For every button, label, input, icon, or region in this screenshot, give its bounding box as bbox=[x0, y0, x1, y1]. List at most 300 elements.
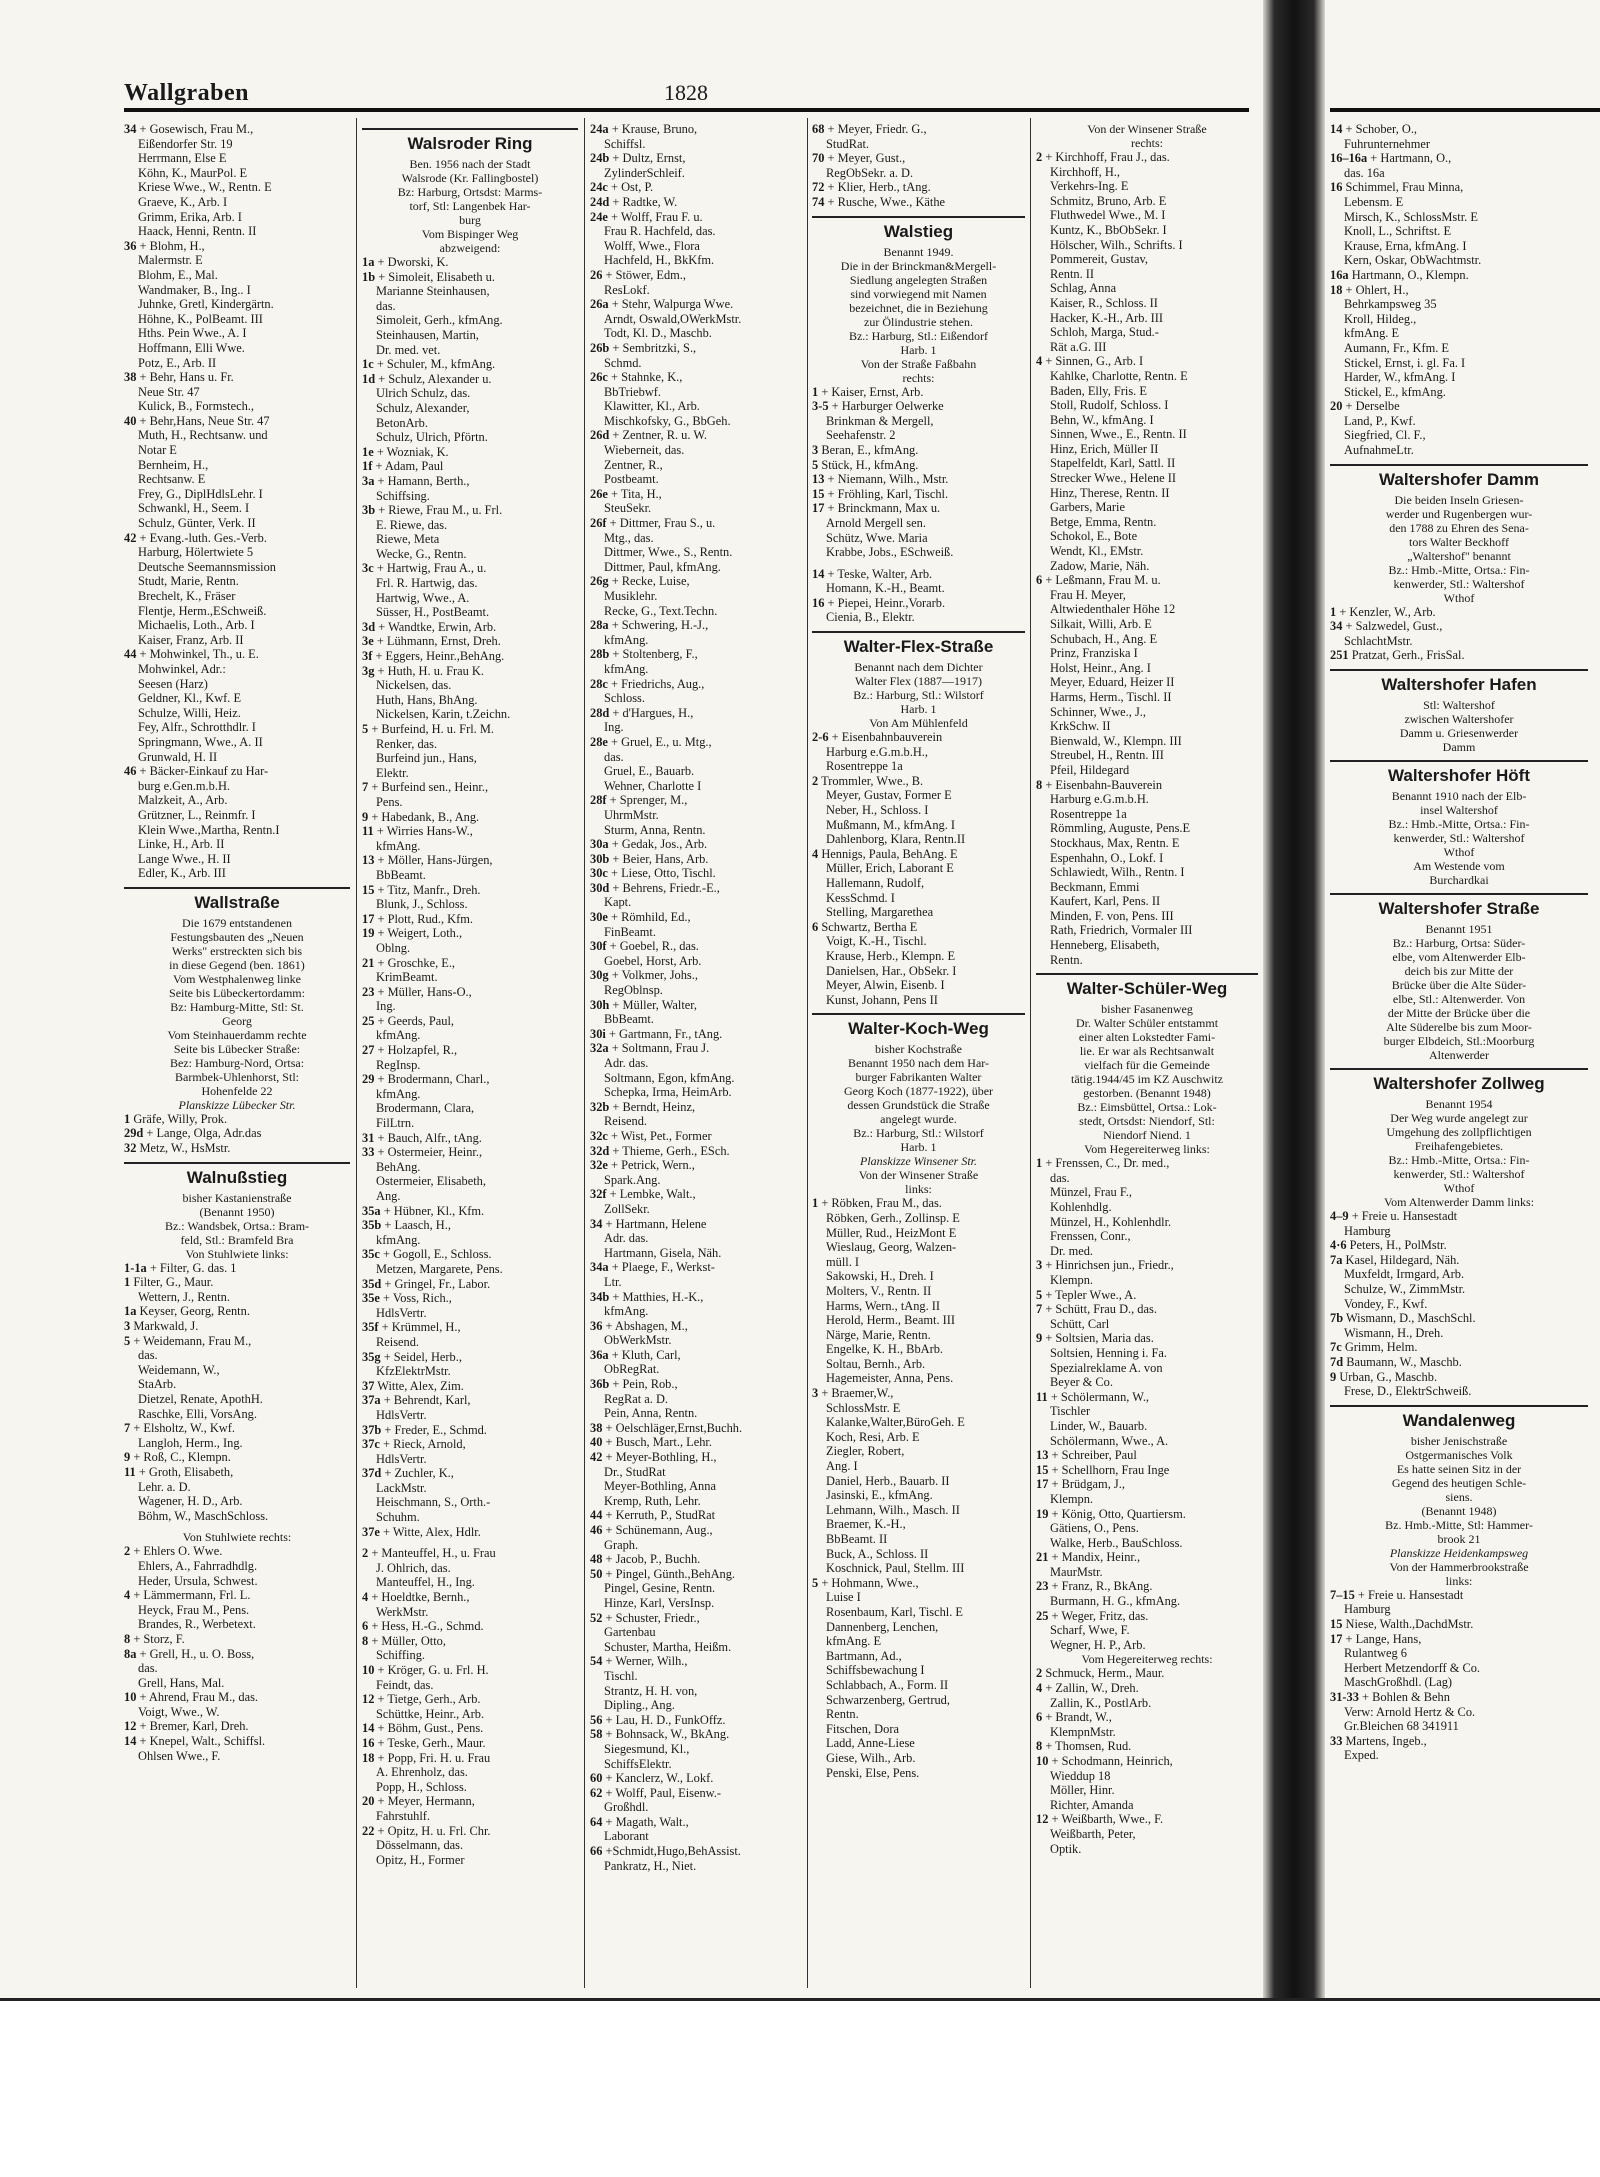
entry-text: Koschnick, Paul, Stellm. III bbox=[826, 1561, 965, 1576]
house-number: 9 bbox=[124, 1450, 131, 1465]
entry-text: Kaiser, R., Schloss. II bbox=[1050, 295, 1158, 310]
house-entry bbox=[590, 1786, 802, 1801]
resident-line bbox=[124, 166, 350, 181]
street-heading bbox=[1036, 973, 1258, 999]
entry-text: Schiffsl. bbox=[604, 136, 646, 151]
resident-line bbox=[124, 516, 350, 531]
house-entry bbox=[590, 487, 802, 502]
house-entry bbox=[124, 1261, 350, 1276]
entry-text: Behrkampsweg 35 bbox=[1344, 297, 1437, 312]
entry-text: Wendt, Kl., EMstr. bbox=[1050, 544, 1144, 559]
column-6 bbox=[1330, 122, 1588, 1982]
resident-line bbox=[590, 1669, 802, 1684]
resident-line bbox=[1036, 1565, 1258, 1580]
house-number: 34 bbox=[590, 1216, 603, 1231]
entry-text: Optik. bbox=[1050, 1841, 1082, 1856]
house-entry bbox=[362, 1466, 578, 1481]
entry-text: + Storz, F. bbox=[133, 1631, 185, 1646]
house-entry bbox=[362, 372, 578, 387]
entry-text: Schulze, Willi, Heiz. bbox=[138, 705, 241, 720]
resident-line bbox=[124, 1494, 350, 1509]
entry-text: Harms, Wern., tAng. II bbox=[826, 1298, 941, 1313]
resident-line bbox=[590, 1538, 802, 1553]
house-entry bbox=[590, 574, 802, 589]
entry-text: + Knepel, Walt., Schiffsl. bbox=[139, 1734, 266, 1749]
entry-text: SteuSekr. bbox=[604, 501, 652, 516]
house-entry bbox=[1330, 1690, 1588, 1705]
house-number: 1 bbox=[124, 1111, 131, 1126]
resident-line bbox=[1036, 281, 1258, 296]
house-number: 14 bbox=[812, 566, 825, 581]
resident-line bbox=[1036, 1842, 1258, 1857]
resident-line bbox=[1036, 238, 1258, 253]
entry-text: Süsser, H., PostBeamt. bbox=[376, 605, 490, 620]
entry-text: Hinz, Therese, Rentn. II bbox=[1050, 485, 1170, 500]
resident-line bbox=[1036, 923, 1258, 938]
header-rule-right bbox=[1330, 108, 1600, 112]
entry-text: Schütz, Wwe. Maria bbox=[826, 530, 928, 545]
resident-line bbox=[590, 1465, 802, 1480]
entry-text: Wismann, H., Dreh. bbox=[1344, 1325, 1444, 1340]
entry-text: Bartmann, Ad., bbox=[826, 1648, 902, 1663]
house-number: 32d bbox=[590, 1143, 610, 1158]
street-note: Vom Steinhauerdamm rechte bbox=[167, 1027, 307, 1042]
house-number: 30c bbox=[590, 866, 608, 881]
house-number: 7d bbox=[1330, 1354, 1344, 1369]
resident-line bbox=[362, 1838, 578, 1853]
house-entry bbox=[1330, 180, 1588, 195]
entry-text: Harder, W., kfmAng. I bbox=[1344, 370, 1456, 385]
entry-text: + Möller, Hans-Jürgen, bbox=[377, 853, 493, 868]
resident-line bbox=[1330, 634, 1588, 649]
entry-text: Ang. bbox=[376, 1189, 401, 1203]
house-number: 33 bbox=[1330, 1733, 1343, 1748]
entry-text: + Müller, Otto, bbox=[371, 1633, 446, 1648]
street-note: burg bbox=[459, 213, 481, 227]
resident-line bbox=[590, 414, 802, 429]
house-number: 40 bbox=[124, 413, 137, 428]
resident-line bbox=[124, 1676, 350, 1691]
resident-line bbox=[812, 414, 1025, 429]
house-entry bbox=[362, 1014, 578, 1029]
entry-text: UhrmMstr. bbox=[604, 807, 659, 822]
resident-line bbox=[124, 472, 350, 487]
entry-text: Dr. med. vet. bbox=[376, 342, 441, 357]
house-entry bbox=[590, 297, 802, 312]
street-note: vielfach für die Gemeinde bbox=[1084, 1058, 1210, 1073]
entry-text: Schimmel, Frau Minna, bbox=[1345, 180, 1464, 195]
entry-text: Potz, E., Arb. II bbox=[138, 355, 217, 370]
resident-line bbox=[1330, 239, 1588, 254]
resident-line bbox=[812, 1678, 1025, 1693]
entry-text: Frau R. Hachfeld, das. bbox=[604, 224, 716, 239]
house-entry bbox=[362, 780, 578, 795]
entry-text: + Ehlers O. Wwe. bbox=[133, 1544, 223, 1559]
entry-text: + Plaege, F., Werkst- bbox=[611, 1260, 715, 1275]
entry-text: Dittmer, Wwe., S., Rentn. bbox=[604, 545, 733, 560]
resident-line bbox=[1036, 427, 1258, 442]
house-entry bbox=[812, 443, 1025, 458]
resident-line bbox=[124, 1749, 350, 1764]
house-entry bbox=[590, 706, 802, 721]
house-number: 1d bbox=[362, 371, 376, 386]
house-entry bbox=[362, 1379, 578, 1394]
entry-text: + Burfeind sen., Heinr., bbox=[371, 780, 489, 795]
house-number: 30b bbox=[590, 851, 610, 866]
house-entry bbox=[362, 1145, 578, 1160]
entry-text: StaArb. bbox=[138, 1377, 177, 1392]
entry-text: Lebensm. E bbox=[1344, 194, 1404, 209]
entry-text: Fey, Alfr., Schrotthdlr. I bbox=[138, 720, 256, 735]
entry-text: Schinner, Wwe., J., bbox=[1050, 704, 1146, 719]
resident-line bbox=[590, 1202, 802, 1217]
entry-text: + Bauch, Alfr., tAng. bbox=[377, 1130, 482, 1145]
house-number: 37e bbox=[362, 1524, 380, 1539]
house-entry bbox=[812, 151, 1025, 166]
house-number: 28e bbox=[590, 734, 608, 749]
resident-line bbox=[124, 823, 350, 838]
entry-text: das. bbox=[376, 298, 396, 313]
entry-text: Strantz, H. H. von, bbox=[604, 1683, 698, 1698]
entry-text: + Liese, Otto, Tischl. bbox=[611, 866, 716, 881]
resident-line bbox=[812, 905, 1025, 920]
house-entry bbox=[590, 1027, 802, 1042]
house-number: 34 bbox=[124, 122, 137, 136]
house-entry bbox=[812, 399, 1025, 414]
house-entry bbox=[362, 956, 578, 971]
resident-line bbox=[124, 297, 350, 312]
house-number: 32f bbox=[590, 1187, 607, 1202]
resident-line bbox=[362, 1481, 578, 1496]
entry-text: + Wirries Hans-W., bbox=[376, 824, 473, 839]
house-number: 7a bbox=[1330, 1252, 1343, 1267]
entry-text: Grell, Hans, Mal. bbox=[138, 1675, 225, 1690]
street-note: lie. Er war als Rechtsanwalt bbox=[1079, 1044, 1215, 1059]
entry-text: + Krause, Bruno, bbox=[611, 122, 698, 136]
entry-text: Hennigs, Paula, BehAng. E bbox=[821, 846, 958, 861]
entry-text: + Groth, Elisabeth, bbox=[138, 1464, 234, 1479]
house-number: 1a bbox=[362, 255, 375, 269]
entry-text: MaurMstr. bbox=[1050, 1564, 1103, 1579]
resident-line bbox=[362, 751, 578, 766]
entry-text: das. bbox=[604, 749, 624, 764]
house-number: 35c bbox=[362, 1247, 380, 1262]
entry-text: Ing. bbox=[604, 720, 624, 735]
street-name: Walter-Schüler-Weg bbox=[1066, 979, 1228, 999]
resident-line bbox=[590, 137, 802, 152]
street-heading bbox=[812, 1013, 1025, 1039]
street-note: Ben. 1956 nach der Stadt bbox=[409, 157, 531, 171]
resident-line bbox=[1036, 1783, 1258, 1798]
entry-text: + Popp, Fri. H. u. Frau bbox=[377, 1750, 491, 1765]
resident-line bbox=[1036, 1492, 1258, 1507]
entry-text: Krabbe, Jobs., ESchweiß. bbox=[826, 545, 954, 560]
house-entry bbox=[124, 1734, 350, 1749]
house-number: 2 bbox=[1036, 150, 1043, 164]
street-note: Bz: Hamburg-Mitte, Stl: St. bbox=[170, 999, 304, 1014]
house-number: 3f bbox=[362, 649, 373, 664]
resident-line bbox=[812, 978, 1025, 993]
entry-text: Müller, Erich, Laborant E bbox=[826, 861, 954, 876]
street-note: einer alten Lokstedter Fami- bbox=[1078, 1030, 1216, 1045]
entry-text: Ulrich Schulz, das. bbox=[376, 386, 471, 401]
entry-text: + Weißbarth, Wwe., F. bbox=[1051, 1812, 1164, 1827]
house-number: 2 bbox=[124, 1544, 131, 1559]
house-number: 29 bbox=[362, 1072, 375, 1087]
resident-line bbox=[1036, 1171, 1258, 1186]
house-number: 10 bbox=[1036, 1754, 1049, 1768]
house-number: 34b bbox=[590, 1289, 610, 1304]
house-entry bbox=[590, 968, 802, 983]
entry-text: Harms, Herm., Tischl. II bbox=[1050, 689, 1172, 704]
resident-line bbox=[362, 1561, 578, 1576]
entry-text: Raschke, Elli, VorsAng. bbox=[138, 1406, 257, 1421]
house-number: 42 bbox=[124, 530, 137, 545]
entry-text: Haack, Henni, Rentn. II bbox=[138, 224, 257, 239]
resident-line bbox=[362, 1058, 578, 1073]
house-entry bbox=[1036, 1666, 1258, 1681]
entry-text: Kasel, Hildegard, Näh. bbox=[1345, 1252, 1460, 1267]
resident-line bbox=[1330, 224, 1588, 239]
entry-text: + Sprenger, M., bbox=[609, 793, 688, 808]
house-number: 37a bbox=[362, 1393, 381, 1408]
resident-line bbox=[812, 745, 1025, 760]
house-number: 64 bbox=[590, 1814, 603, 1829]
entry-text: SchlossMstr. E bbox=[826, 1400, 901, 1415]
house-number: 3g bbox=[362, 663, 375, 678]
house-entry bbox=[812, 730, 1025, 745]
resident-line bbox=[124, 487, 350, 502]
entry-text: + Römhild, Ed., bbox=[611, 910, 691, 925]
house-number: 37d bbox=[362, 1466, 382, 1481]
entry-text: Lehmann, Wilh., Masch. II bbox=[826, 1502, 960, 1517]
entry-text: Voigt, Wwe., W. bbox=[138, 1704, 220, 1719]
resident-line bbox=[362, 737, 578, 752]
house-entry bbox=[590, 1815, 802, 1830]
entry-text: Malzkeit, A., Arb. bbox=[138, 793, 228, 808]
house-number: 28f bbox=[590, 793, 607, 808]
house-entry bbox=[362, 722, 578, 737]
resident-line bbox=[1036, 1623, 1258, 1638]
house-number: 33 bbox=[362, 1145, 375, 1160]
resident-line bbox=[1330, 166, 1588, 181]
spacer bbox=[362, 1539, 578, 1546]
house-number: 38 bbox=[590, 1420, 603, 1435]
house-entry bbox=[1036, 150, 1258, 165]
entry-text: + Opitz, H. u. Frl. Chr. bbox=[377, 1823, 491, 1838]
entry-text: Meyer-Bothling, Anna bbox=[604, 1479, 716, 1494]
entry-text: Klempn. bbox=[1050, 1273, 1094, 1287]
resident-line bbox=[1036, 1229, 1258, 1244]
house-number: 44 bbox=[590, 1508, 603, 1523]
resident-line bbox=[1330, 1384, 1588, 1399]
house-number: 4 bbox=[124, 1588, 131, 1603]
resident-line bbox=[590, 691, 802, 706]
house-entry bbox=[1036, 1477, 1258, 1492]
entry-text: Henneberg, Elisabeth, bbox=[1050, 938, 1160, 953]
entry-text: + Mohwinkel, Th., u. E. bbox=[139, 647, 259, 662]
house-entry bbox=[1330, 1617, 1588, 1632]
house-entry bbox=[812, 920, 1025, 935]
house-entry bbox=[590, 881, 802, 896]
entry-text: Schwankl, H., Seem. I bbox=[138, 501, 250, 516]
resident-line bbox=[1330, 414, 1588, 429]
house-entry bbox=[362, 1043, 578, 1058]
entry-text: Ang. I bbox=[826, 1459, 858, 1474]
house-entry bbox=[1036, 1550, 1258, 1565]
house-entry bbox=[1330, 122, 1588, 137]
house-number: 2-6 bbox=[812, 730, 829, 745]
resident-line bbox=[124, 326, 350, 341]
resident-line bbox=[1036, 165, 1258, 180]
entry-text: + Harburger Oelwerke bbox=[831, 399, 944, 414]
entry-text: Schulz, Günter, Verk. II bbox=[138, 516, 256, 531]
entry-text: Hartmann, Gisela, Näh. bbox=[604, 1245, 722, 1260]
entry-text: Heyck, Frau M., Pens. bbox=[138, 1602, 250, 1617]
entry-text: Langloh, Herm., Ing. bbox=[138, 1435, 243, 1450]
resident-line bbox=[812, 861, 1025, 876]
entry-text: Arndt, Oswald,OWerkMstr. bbox=[604, 311, 742, 326]
resident-line bbox=[590, 1114, 802, 1129]
street-note: Bz.: Hmb.-Mitte, Ortsa.: Fin- bbox=[1388, 562, 1530, 577]
entry-text: Fitschen, Dora bbox=[826, 1721, 899, 1736]
entry-text: Simoleit, Gerh., kfmAng. bbox=[376, 313, 503, 328]
house-number: 1 bbox=[124, 1275, 131, 1290]
resident-line bbox=[124, 677, 350, 692]
entry-text: + Piepei, Heinr.,Vorarb. bbox=[827, 595, 946, 610]
house-entry bbox=[124, 122, 350, 137]
entry-text: Ziegler, Robert, bbox=[826, 1444, 905, 1459]
entry-text: Rosentreppe 1a bbox=[826, 759, 903, 774]
house-entry bbox=[1036, 1448, 1258, 1463]
resident-line bbox=[1036, 938, 1258, 953]
street-note: Bz.: Harburg, Stl.: Eißendorf bbox=[848, 328, 989, 343]
entry-text: + Burfeind, H. u. Frl. M. bbox=[371, 722, 494, 736]
resident-line bbox=[590, 531, 802, 546]
house-number: 6 bbox=[812, 919, 819, 934]
entry-text: Burmann, H. G., kfmAng. bbox=[1050, 1594, 1181, 1609]
house-entry bbox=[1036, 573, 1258, 588]
house-entry bbox=[590, 1187, 802, 1202]
entry-text: + Matthies, H.-K., bbox=[612, 1289, 704, 1304]
house-entry bbox=[124, 531, 350, 546]
house-number: 68 bbox=[812, 122, 825, 136]
entry-text: Stoll, Rudolf, Schloss. I bbox=[1050, 398, 1169, 413]
resident-line bbox=[1036, 252, 1258, 267]
resident-line bbox=[124, 253, 350, 268]
house-entry bbox=[590, 1567, 802, 1582]
house-number: 30g bbox=[590, 968, 609, 983]
resident-line bbox=[1330, 1646, 1588, 1661]
house-number: 60 bbox=[590, 1771, 603, 1786]
house-number: 3d bbox=[362, 619, 376, 634]
resident-line bbox=[124, 604, 350, 619]
entry-text: Brandes, R., Werbetext. bbox=[138, 1617, 256, 1632]
entry-text: Hamburg bbox=[1344, 1223, 1391, 1238]
house-number: 8a bbox=[124, 1646, 137, 1661]
entry-text: WerkMstr. bbox=[376, 1604, 429, 1619]
entry-text: Hölscher, Wilh., Schrifts. I bbox=[1050, 237, 1183, 252]
entry-text: + König, Otto, Quartiersm. bbox=[1051, 1506, 1186, 1521]
street-note: Damm bbox=[1442, 740, 1476, 755]
entry-text: KfzElektrMstr. bbox=[376, 1364, 451, 1379]
entry-text: + Freie u. Hansestadt bbox=[1351, 1209, 1458, 1224]
entry-text: + Franz, R., BkAng. bbox=[1051, 1579, 1153, 1594]
house-entry bbox=[1330, 283, 1588, 298]
entry-text: + Bohlen & Behn bbox=[1362, 1689, 1450, 1704]
resident-line bbox=[1036, 1419, 1258, 1434]
street-note: Bz.: Hmb.-Mitte, Ortsa.: Fin- bbox=[1388, 1153, 1530, 1168]
resident-line bbox=[362, 299, 578, 314]
house-entry bbox=[590, 910, 802, 925]
entry-text: + Bäcker-Einkauf zu Har- bbox=[139, 764, 269, 779]
entry-text: Voigt, K.-H., Tischl. bbox=[826, 934, 927, 949]
resident-line bbox=[124, 545, 350, 560]
entry-text: Zentner, R., bbox=[604, 457, 663, 472]
house-number: 5 bbox=[812, 457, 819, 472]
resident-line bbox=[590, 1698, 802, 1713]
resident-line bbox=[812, 832, 1025, 847]
house-number: 32 bbox=[124, 1141, 137, 1156]
entry-text: Stück, H., kfmAng. bbox=[821, 457, 919, 472]
resident-line bbox=[590, 166, 802, 181]
resident-line bbox=[590, 1684, 802, 1699]
house-number: 29d bbox=[124, 1126, 144, 1141]
entry-text: + Holzapfel, R., bbox=[377, 1043, 458, 1058]
entry-text: Trommler, Wwe., B. bbox=[821, 773, 924, 788]
resident-line bbox=[362, 1853, 578, 1868]
house-entry bbox=[362, 459, 578, 474]
resident-line bbox=[362, 693, 578, 708]
house-number: 3 bbox=[124, 1319, 131, 1334]
entry-text: + Freie u. Hansestadt bbox=[1357, 1587, 1464, 1602]
entry-text: Exped. bbox=[1344, 1748, 1379, 1763]
resident-line bbox=[590, 458, 802, 473]
resident-line bbox=[812, 891, 1025, 906]
entry-text: Ladd, Anne-Liese bbox=[826, 1736, 915, 1751]
resident-line bbox=[1036, 865, 1258, 880]
house-number: 5 bbox=[812, 1575, 819, 1590]
resident-line bbox=[812, 1401, 1025, 1416]
entry-text: + Hoeldtke, Bernh., bbox=[371, 1590, 470, 1605]
resident-line bbox=[362, 1028, 578, 1043]
resident-line bbox=[362, 1648, 578, 1663]
house-number: 1 bbox=[1330, 604, 1337, 619]
house-number: 7 bbox=[1036, 1302, 1043, 1317]
street-name: Wandalenweg bbox=[1402, 1410, 1516, 1430]
resident-line bbox=[1330, 341, 1588, 356]
resident-line bbox=[1036, 632, 1258, 647]
resident-line bbox=[1330, 1661, 1588, 1676]
resident-line bbox=[124, 1290, 350, 1305]
street-note: Von der Hammerbrookstraße bbox=[1389, 1559, 1529, 1574]
house-number: 8 bbox=[1036, 777, 1043, 792]
resident-line bbox=[1036, 515, 1258, 530]
street-note: insel Waltershof bbox=[1420, 803, 1498, 818]
house-number: 30h bbox=[590, 997, 610, 1012]
entry-text: Reisend. bbox=[376, 1334, 420, 1349]
resident-line bbox=[124, 312, 350, 327]
house-entry bbox=[362, 1423, 578, 1438]
entry-text: Penski, Else, Pens. bbox=[826, 1765, 920, 1780]
resident-line bbox=[362, 868, 578, 883]
entry-text: Schlabbach, A., Form. II bbox=[826, 1677, 949, 1692]
entry-text: + Tita, H., bbox=[611, 486, 662, 501]
entry-text: Pfeil, Hildegard bbox=[1050, 762, 1130, 777]
resident-line bbox=[590, 560, 802, 575]
street-heading bbox=[1330, 464, 1588, 490]
resident-line bbox=[124, 1574, 350, 1589]
